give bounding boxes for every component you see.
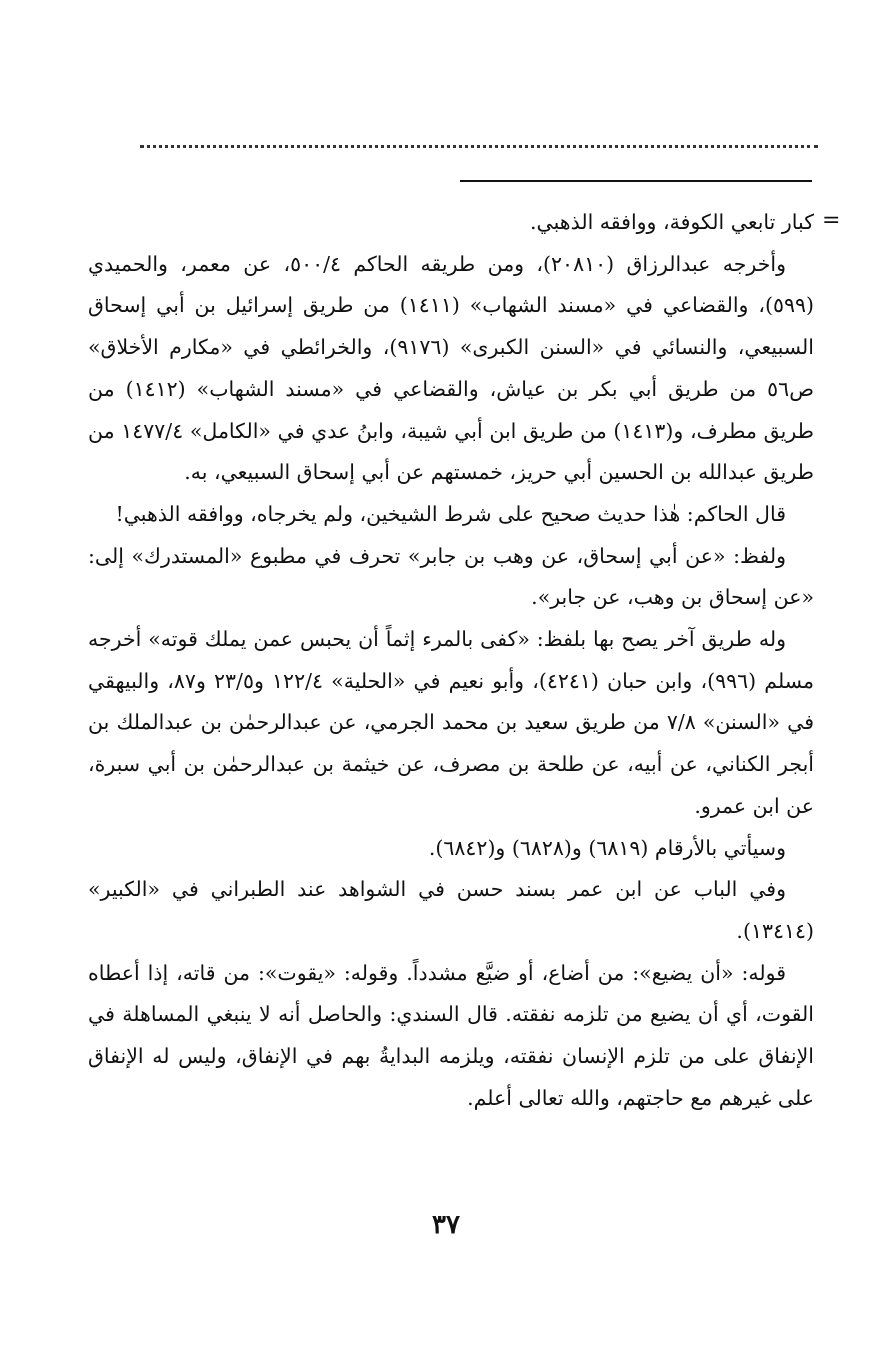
footnote-continuation-mark: = xyxy=(822,208,841,233)
footnote-paragraph: ولفظ: «عن أبي إسحاق، عن وهب بن جابر» تحرف في مطبوع «المستدرك» إلى: «عن إسحاق بن وهب، عن جابر». xyxy=(88,543,814,610)
footnote-paragraph: وله طريق آخر يصح بها بلفظ: «كفى بالمرء إثماً أن يحبس عمن يملك قوته» أخرجه مسلم (٩٩٦)، وابن حبان (٤٢٤١)، وأبو نعيم في «الحلية» ١٢٢/٤ و٢٣/٥ و٨٧، والبيهقي في «السنن» ٧/٨ من طريق سعيد بن محمد الجرمي، عن عبدالرحمٰن بن عبدالملك بن أبجر الكناني، عن أبيه، عن طلحة بن مصرف، عن خيثمة بن عبدالرحمٰن بن أبي سبرة، عن ابن عمرو. xyxy=(88,627,815,818)
footnote-paragraph: قال الحاكم: هٰذا حديث صحيح على شرط الشيخين، ولم يخرجاه، ووافقه الذهبي! xyxy=(115,501,786,526)
footnote-body xyxy=(88,202,814,1119)
footnote-paragraph: وفي الباب عن ابن عمر بسند حسن في الشواهد عند الطبراني في «الكبير» (١٣٤١٤). xyxy=(88,877,814,943)
page-number: ٣٧ xyxy=(432,1210,460,1240)
footnote-paragraph-continued: كبار تابعي الكوفة، ووافقه الذهبي. xyxy=(529,210,814,234)
footnote-paragraph: وأخرجه عبدالرزاق (٢٠٨١٠)، ومن طريقه الحاكم ٥٠٠/٤، عن معمر، والحميدي (٥٩٩)، والقضاعي في «مسند الشهاب» (١٤١١) من طريق إسرائيل بن أبي إسحاق السبيعي، والنسائي في «السنن الكبرى» (٩١٧٦)، والخرائطي في «مكارم الأخلاق» ص٥٦ من طريق أبي بكر بن عياش، والقضاعي في «مسند الشهاب» (١٤١٢) من طريق مطرف، و(١٤١٣) من طريق ابن أبي شيبة، وابنُ عدي في «الكامل» ١٤٧٧/٤ من طريق عبدالله بن الحسين أبي حريز، خمستهم عن أبي إسحاق السبيعي، به. xyxy=(88,251,814,485)
footnote-separator-line xyxy=(460,180,812,182)
dotted-separator xyxy=(140,145,818,148)
footnote-paragraph: قوله: «أن يضيع»: من أضاع، أو ضيَّع مشدداً. وقوله: «يقوت»: من قاته، إذا أعطاه القوت، أي أن يضيع من تلزمه نفقته. قال السندي: والحاصل أنه لا ينبغي المساهلة في الإنفاق على من تلزم الإنسان نفقته، ويلزمه البدايةُ بهم في الإنفاق، وليس له الإنفاق على غيرهم مع حاجتهم، والله تعالى أعلم. xyxy=(88,960,814,1110)
footnote-paragraph: وسيأتي بالأرقام (٦٨١٩) و(٦٨٢٨) و(٦٨٤٢). xyxy=(428,835,786,860)
